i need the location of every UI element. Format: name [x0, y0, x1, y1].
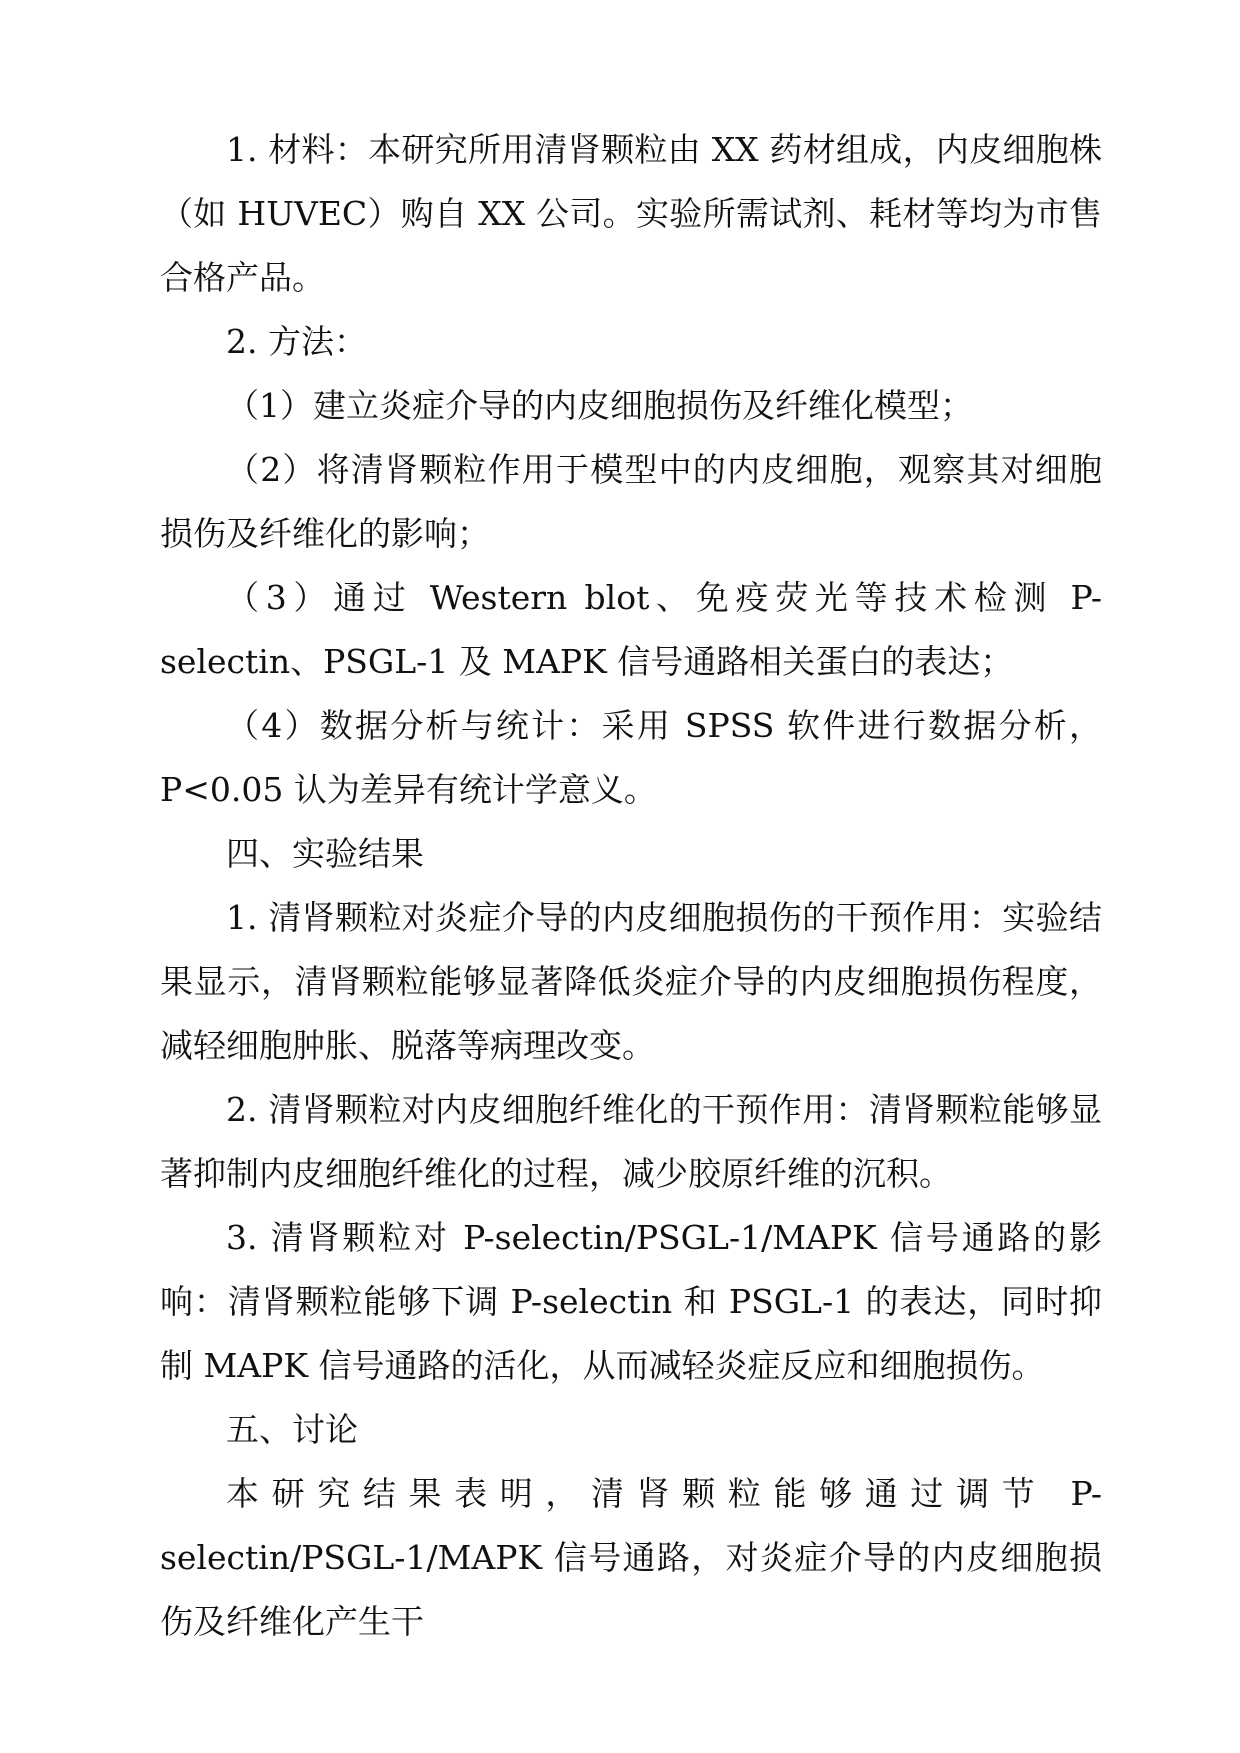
paragraph-methods-heading: 2. 方法：: [226, 322, 367, 361]
paragraph-result-3: 3. 清肾颗粒对 P-selectin/PSGL-1/MAPK 信号通路的影响：清肾颗粒能够下调 P-selectin 和 PSGL-1 的表达，同时抑制 MAPK 信号通路的活化，从而减轻炎症反应和细胞损伤。: [160, 1218, 1102, 1385]
paragraph-method-step-4: （4）数据分析与统计：采用 SPSS 软件进行数据分析，P<0.05 认为差异有统计学意义。: [160, 706, 1102, 809]
paragraph-result-1: 1. 清肾颗粒对炎症介导的内皮细胞损伤的干预作用：实验结果显示，清肾颗粒能够显著降低炎症介导的内皮细胞损伤程度，减轻细胞肿胀、脱落等病理改变。: [160, 898, 1102, 1065]
paragraph-result-2: 2. 清肾颗粒对内皮细胞纤维化的干预作用：清肾颗粒能够显著抑制内皮细胞纤维化的过程，减少胶原纤维的沉积。: [160, 1090, 1102, 1193]
paragraph-materials: 1. 材料：本研究所用清肾颗粒由 XX 药材组成，内皮细胞株（如 HUVEC）购自 XX 公司。实验所需试剂、耗材等均为市售合格产品。: [160, 130, 1102, 297]
paragraph-method-step-1: （1）建立炎症介导的内皮细胞损伤及纤维化模型；: [226, 386, 973, 425]
paragraph-method-step-2: （2）将清肾颗粒作用于模型中的内皮细胞，观察其对细胞损伤及纤维化的影响；: [160, 450, 1102, 553]
section-heading-results: 四、实验结果: [226, 834, 424, 873]
paragraph-discussion: 本研究结果表明，清肾颗粒能够通过调节 P-selectin/PSGL-1/MAPK 信号通路，对炎症介导的内皮细胞损伤及纤维化产生干: [160, 1474, 1102, 1641]
paragraph-method-step-3: （3）通过 Western blot、免疫荧光等技术检测 P-selectin、PSGL-1 及 MAPK 信号通路相关蛋白的表达；: [160, 578, 1102, 681]
document-body: [160, 118, 1102, 1654]
section-heading-discussion: 五、讨论: [226, 1410, 358, 1449]
